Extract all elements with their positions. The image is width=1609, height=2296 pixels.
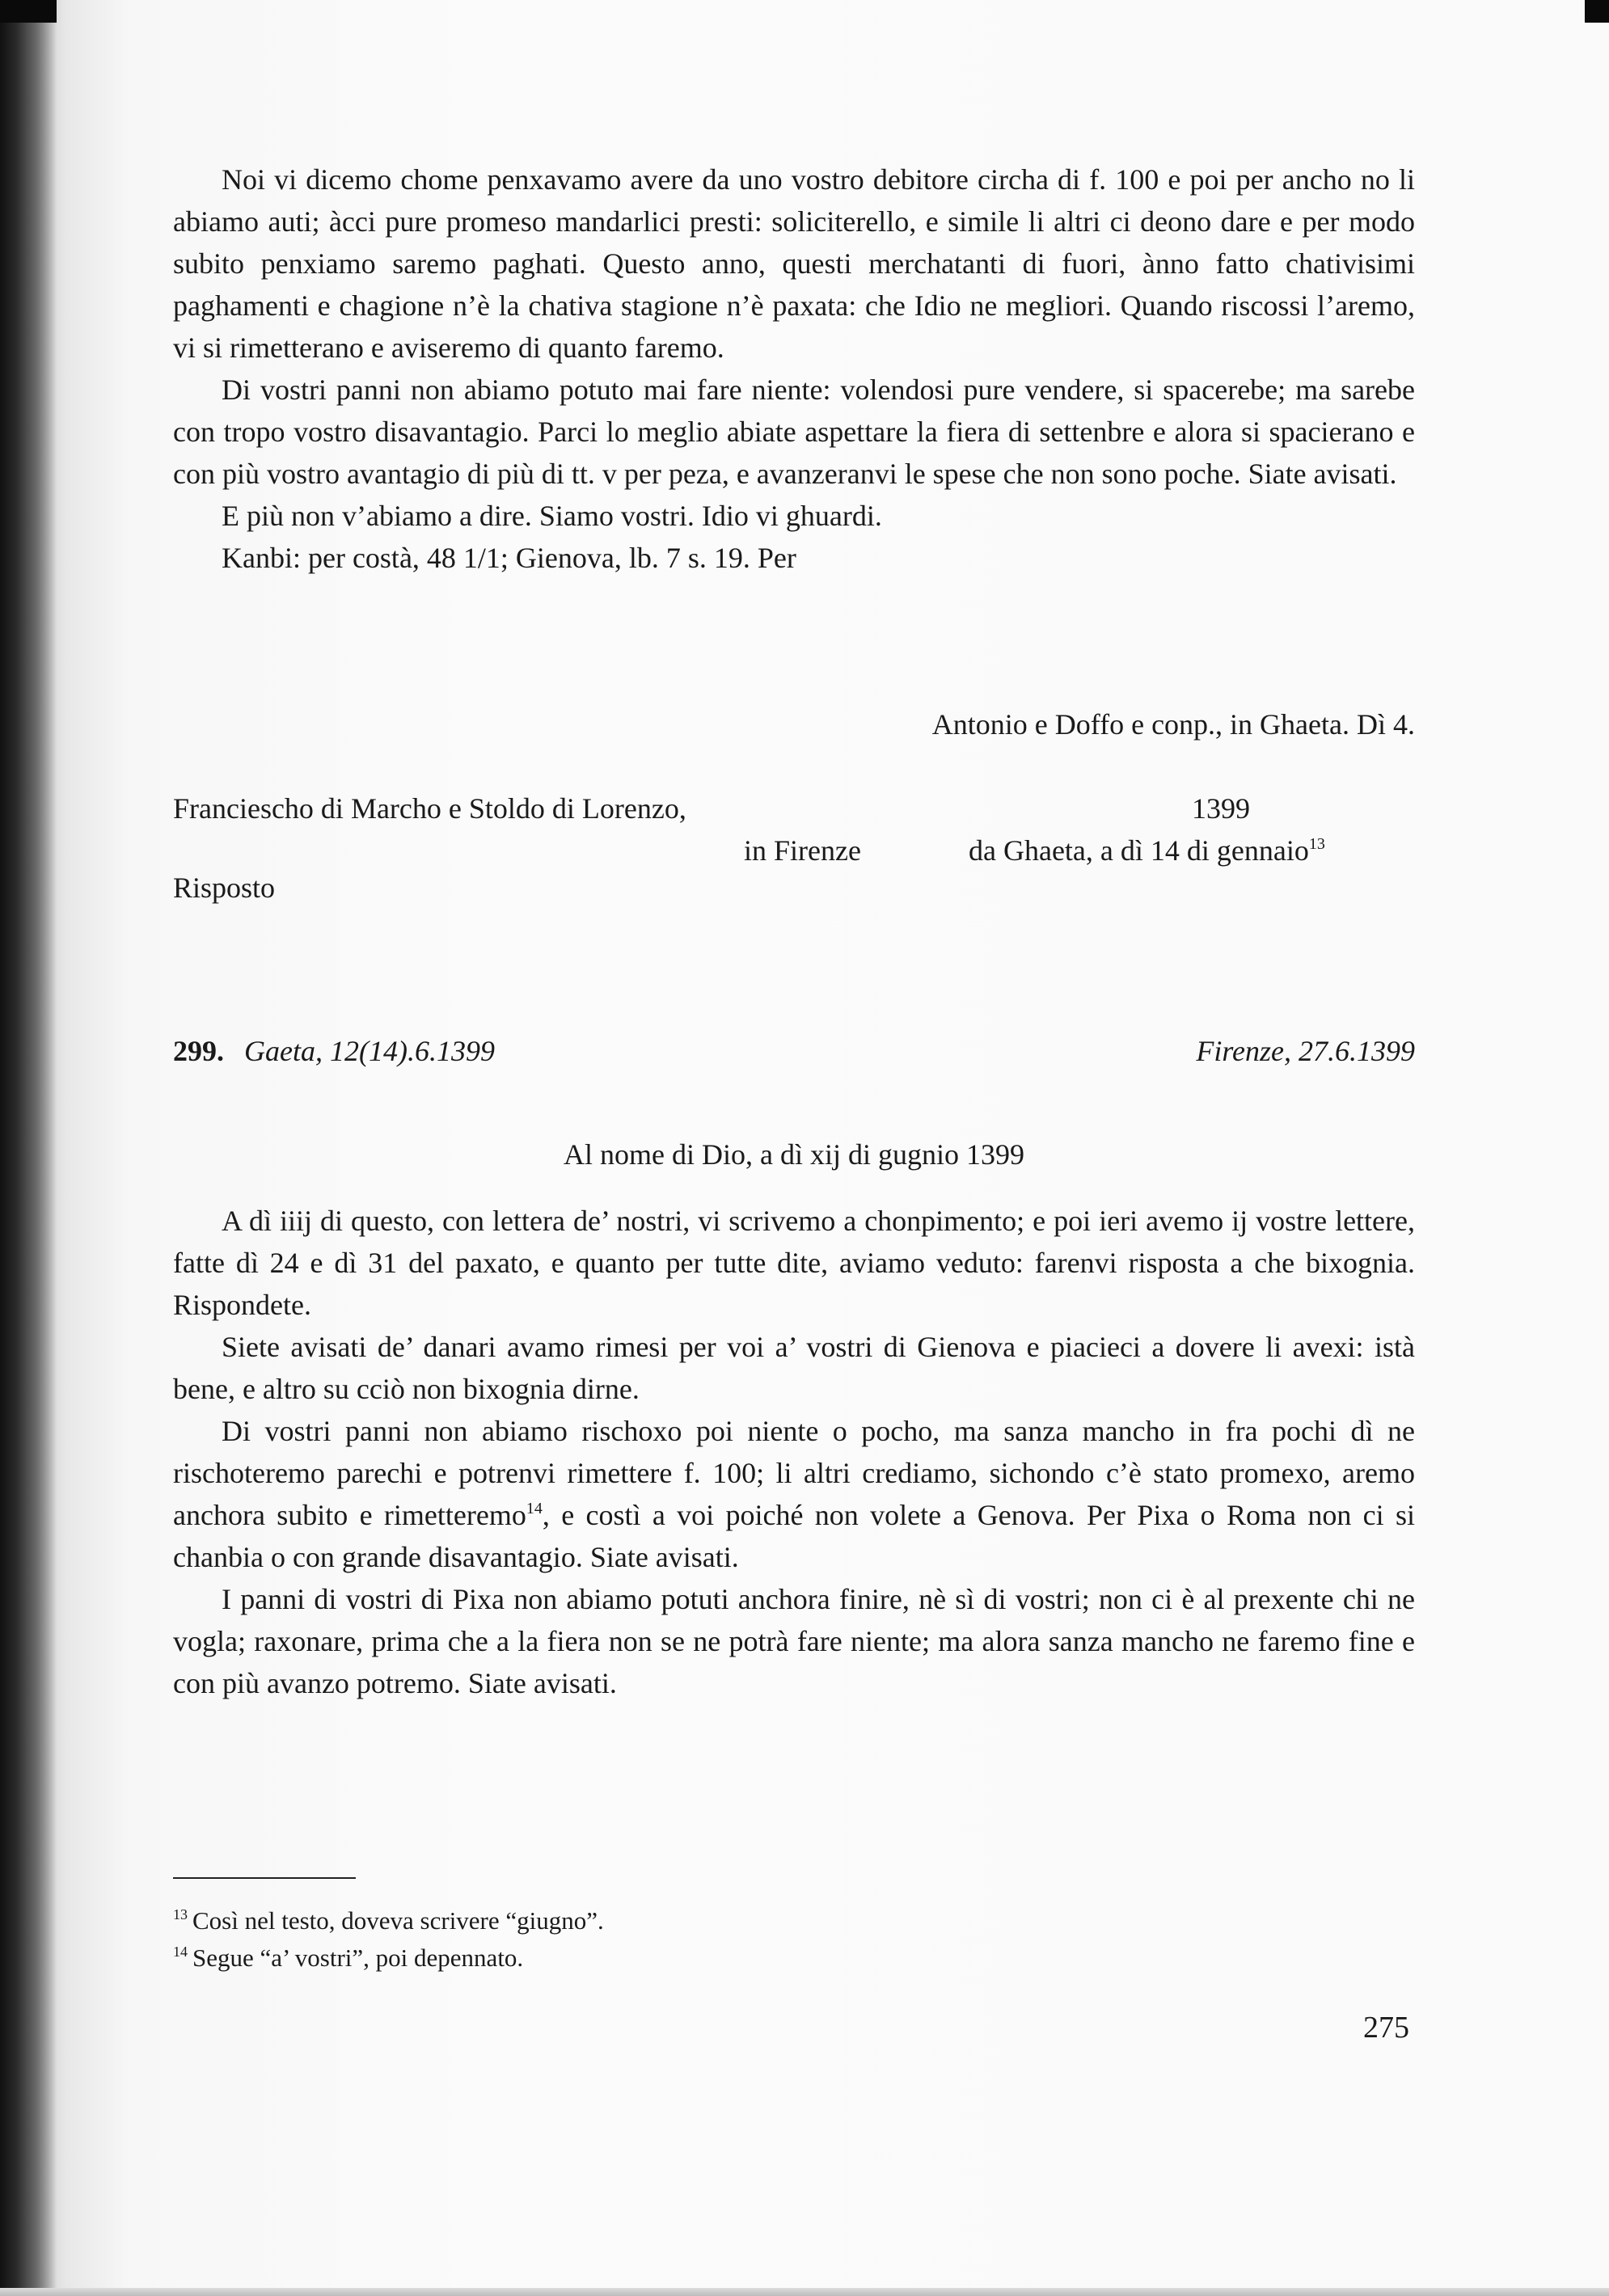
address-year: 1399 [1192, 792, 1250, 825]
footnote-ref: 14 [526, 1500, 543, 1517]
address-city: in Firenze [744, 834, 861, 867]
page-number: 275 [1363, 2011, 1409, 2045]
signature: Antonio e Doffo e conp., in Ghaeta. Dì 4. [931, 708, 1415, 741]
footnote-rule [173, 1877, 356, 1879]
page-bottom-edge [0, 2288, 1609, 2296]
letter-invocation: Al nome di Dio, a dì xij di gugnio 1399 [564, 1138, 1024, 1171]
paragraph: Di vostri panni non abiamo potuto mai fare niente: volendosi pure vendere, si spacerebe; ma sarebe con tropo vostro disavantagio. Parci lo meglio abiate aspettare la fiera di settenbre e alora si spacierano e con più vostro avantagio di più di tt. v per peza, e avanzeranvi le spese che non sono poche. Siate avisati. [173, 374, 1415, 490]
paragraph: Siete avisati de’ danari avamo rimesi per voi a’ vostri di Gienova e piacieci a dovere li avexi: istà bene, e altro su cciò non bixognia dirne. [173, 1331, 1415, 1405]
footnote-ref: 13 [1308, 835, 1325, 853]
paragraph: Noi vi dicemo chome penxavamo avere da uno vostro debitore circha di f. 100 e poi per ancho no li abiamo auti; àcci pure promeso mandarlici presti: soliciterello, e simile li altri ci deono dare e per modo subito penxiamo saremo paghati. Questo anno, questi merchatanti di fuori, ànno fatto chativisimi paghamenti e chagione n’è la chativa stagione n’è paxata: che Idio ne megliori. Quando riscossi l’aremo, vi si rimetterano e aviseremo di quanto faremo. [173, 163, 1415, 364]
paragraph: Di vostri panni non abiamo rischoxo poi niente o pocho, ma sanza mancho in fra pochi dì ne rischoteremo parechi e potrenvi rimettere f. 100; li altri crediamo, sichondo c’è stato promexo, aremo anchora subito e rimetteremo$^{14}$, e costì a voi poiché non volete a Genova. Per Pixa o Roma non ci si chanbia o con grande disavantagio. Siate avisati. [173, 1415, 1416, 1573]
paragraph: Kanbi: per costà, 48 1/1; Gienova, lb. 7 s. 19. Per [222, 542, 796, 574]
paragraph: I panni di vostri di Pixa non abiamo potuti anchora finire, nè sì di vostri; non ci è al prexente chi ne vogla; raxonare, prima che a la fiera non se ne potrà fare niente; ma alora sanza mancho ne faremo fine e con più avanzo potremo. Siate avisati. [173, 1583, 1415, 1699]
letter-continuation [173, 158, 1415, 579]
paragraph: A dì iiij di questo, con lettera de’ nostri, vi scrivemo a chonpimento; e poi ieri avemo ij vostre lettere, fatte dì 24 e dì 31 del paxato, e quanto per tutte dite, aviamo veduto: farenvi risposta a che bixognia. Rispondete. [173, 1205, 1415, 1321]
letter-origin: Gaeta, 12(14).6.1399 [244, 1035, 495, 1067]
address-recipient: Franciescho di Marcho e Stoldo di Lorenzo, [173, 792, 686, 825]
letter-destination: Firenze, 27.6.1399 [1196, 1035, 1415, 1067]
address-date: da Ghaeta, a dì 14 di gennaio$^{13}$ [969, 834, 1325, 867]
letter-number: 299. [173, 1035, 224, 1067]
scan-border-left [0, 0, 57, 23]
risposto-note: Risposto [173, 872, 276, 904]
page-gutter-shadow [0, 0, 57, 2296]
footnote: $^{14}$ Segue “a’ vostri”, poi depennato. [173, 1944, 524, 1972]
footnote: $^{13}$ Così nel testo, doveva scrivere “giugno”. [173, 1906, 604, 1935]
scan-border-right [1585, 0, 1609, 23]
letter-299-body [173, 1200, 1415, 1704]
paragraph: E più non v’abiamo a dire. Siamo vostri. Idio vi ghuardi. [222, 500, 882, 532]
